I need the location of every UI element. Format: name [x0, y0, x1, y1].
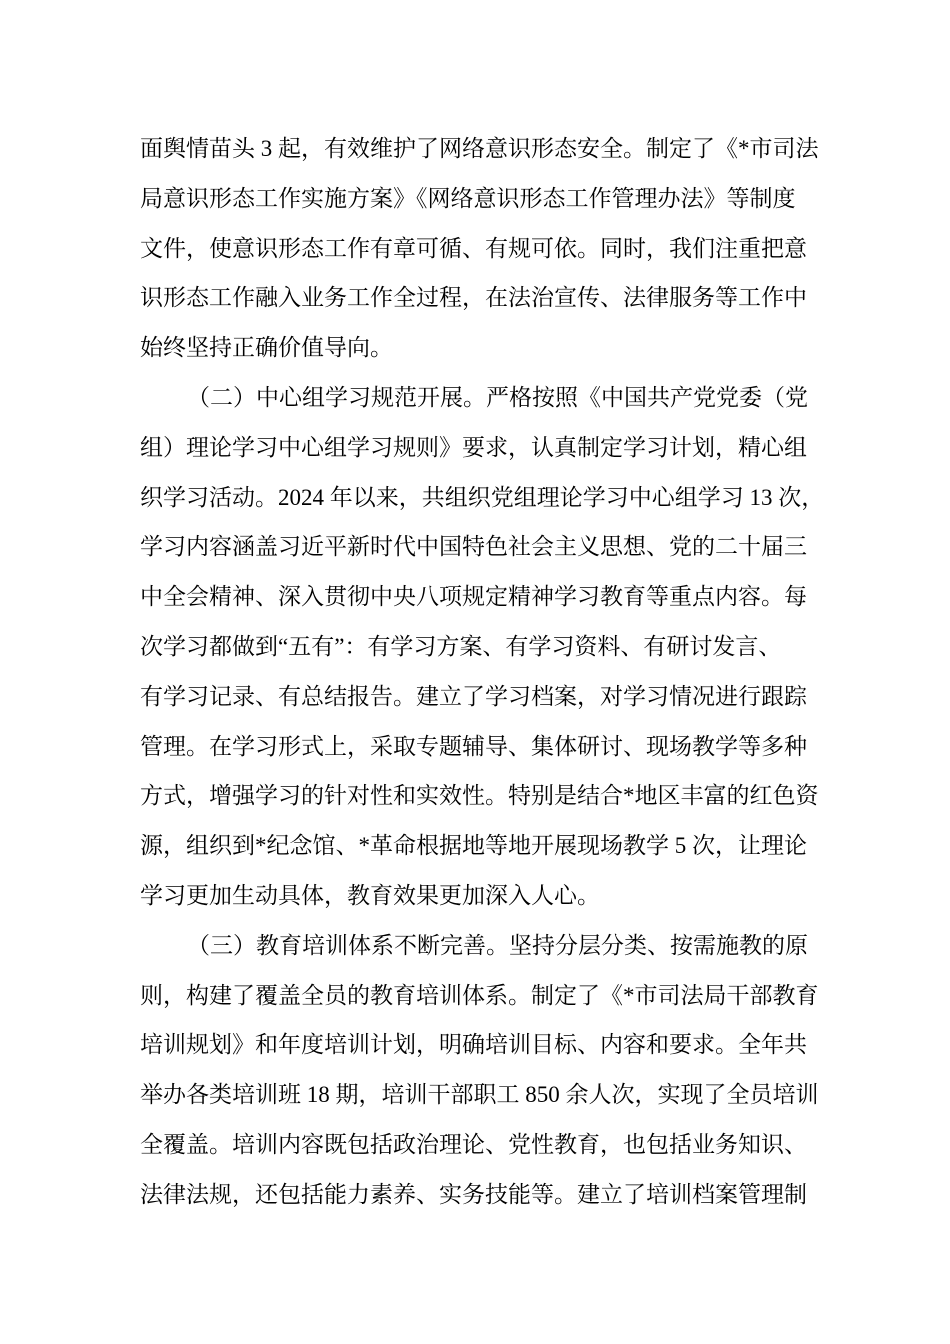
text-line-11: 次学习都做到“五有”：有学习方案、有学习资料、有研讨发言、: [140, 633, 782, 659]
text-line-10: 中全会精神、深入贯彻中央八项规定精神学习教育等重点内容。每: [140, 584, 807, 610]
text-line-13: 管理。在学习形式上，采取专题辅导、集体研讨、现场教学等多种: [140, 733, 807, 759]
text-line-6-paragraph-start: （二）中心组学习规范开展。严格按照《中国共产党党委（党: [187, 384, 808, 410]
text-line-9: 学习内容涵盖习近平新时代中国特色社会主义思想、党的二十届三: [140, 534, 807, 560]
text-line-12: 有学习记录、有总结报告。建立了学习档案，对学习情况进行跟踪: [140, 683, 807, 709]
text-line-21: 全覆盖。培训内容既包括政治理论、党性教育，也包括业务知识、: [140, 1131, 807, 1157]
text-line-17-paragraph-start: （三）教育培训体系不断完善。坚持分层分类、按需施教的原: [187, 932, 808, 958]
text-line-15: 源，组织到*纪念馆、*革命根据地等地开展现场教学 5 次，让理论: [140, 833, 807, 859]
text-line-7: 组）理论学习中心组学习规则》要求，认真制定学习计划，精心组: [140, 434, 807, 460]
text-line-5: 始终坚持正确价值导向。: [140, 335, 393, 361]
text-line-3: 文件，使意识形态工作有章可循、有规可依。同时，我们注重把意: [140, 235, 807, 261]
text-block: [140, 124, 825, 1220]
text-line-16: 学习更加生动具体，教育效果更加深入人心。: [140, 882, 600, 908]
text-line-4: 识形态工作融入业务工作全过程，在法治宣传、法律服务等工作中: [140, 285, 807, 311]
text-line-22: 法律法规，还包括能力素养、实务技能等。建立了培训档案管理制: [140, 1181, 807, 1207]
text-line-20: 举办各类培训班 18 期，培训干部职工 850 余人次，实现了全员培训: [140, 1082, 819, 1108]
text-line-8: 织学习活动。2024 年以来，共组织党组理论学习中心组学习 13 次，: [140, 484, 825, 510]
text-line-1: 面舆情苗头 3 起，有效维护了网络意识形态安全。制定了《*市司法: [140, 136, 819, 161]
text-line-2: 局意识形态工作实施方案》《网络意识形态工作管理办法》等制度: [140, 185, 796, 211]
text-line-19: 培训规划》和年度培训计划，明确培训目标、内容和要求。全年共: [140, 1032, 807, 1058]
text-line-14: 方式，增强学习的针对性和实效性。特别是结合*地区丰富的红色资: [140, 783, 819, 809]
text-line-18: 则，构建了覆盖全员的教育培训体系。制定了《*市司法局干部教育: [140, 982, 819, 1008]
